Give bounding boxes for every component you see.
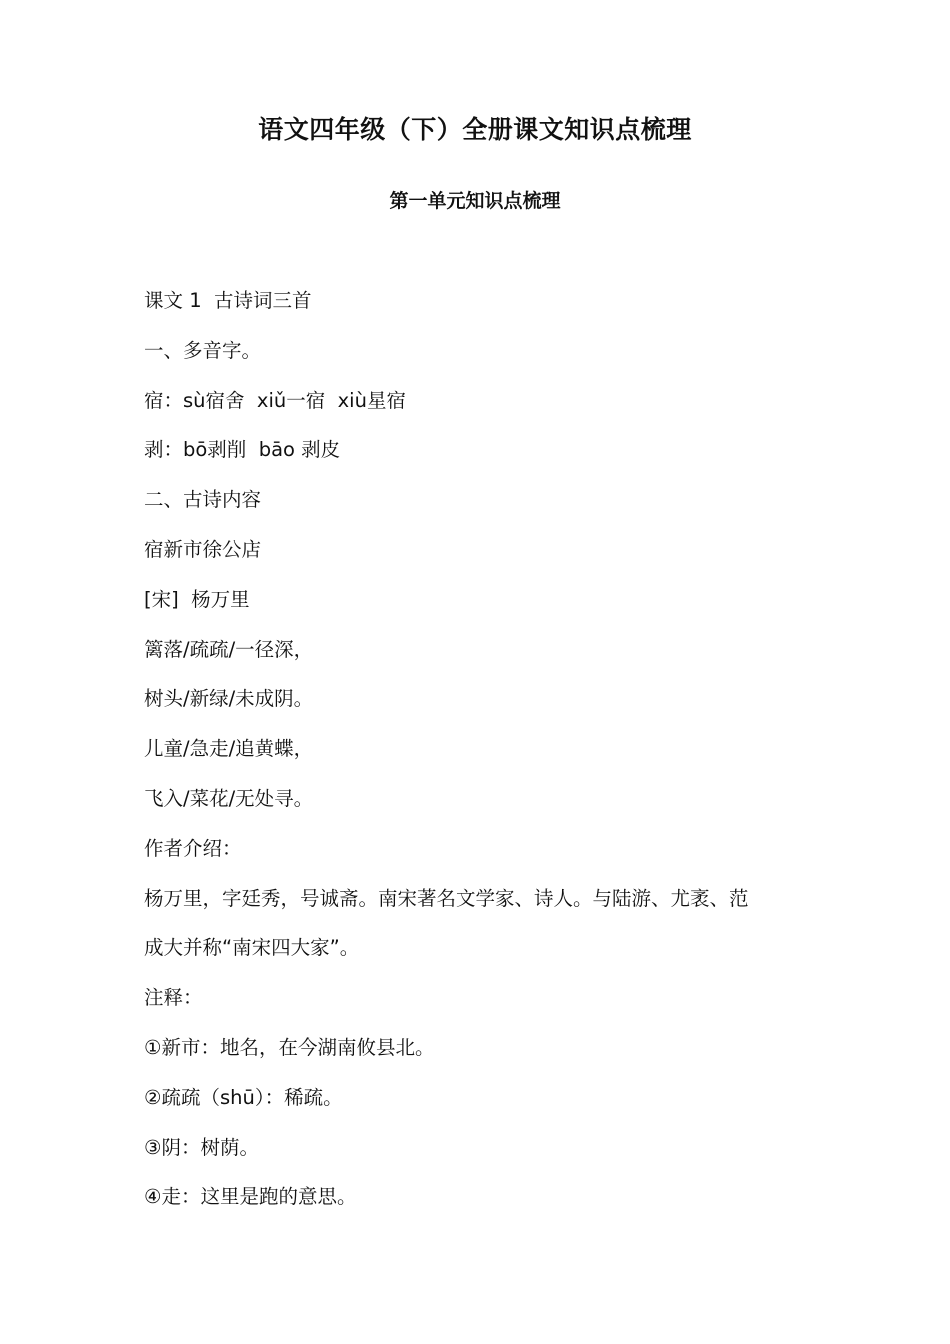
poem-verse: 儿童/急走/追黄蝶， <box>144 737 314 761</box>
poem-verse: 树头/新绿/未成阴。 <box>144 687 314 711</box>
note-item: ②疏疏（shū）：稀疏。 <box>144 1085 343 1109</box>
author-intro-text: 杨万里，字廷秀，号诚斋。南宋著名文学家、诗人。与陆游、尤袤、范 <box>144 886 749 910</box>
polyphone-entry: 剥：bō剥削 bāo 剥皮 <box>144 438 341 462</box>
notes-heading: 注释： <box>144 986 203 1010</box>
author-intro-text: 成大并称“南宋四大家”。 <box>144 936 360 960</box>
author-intro-heading: 作者介绍： <box>144 836 242 860</box>
poem-verse: 飞入/菜花/无处寻。 <box>144 786 314 810</box>
lesson-heading: 课文 1 古诗词三首 <box>144 289 312 312</box>
section-heading-poem: 二、古诗内容 <box>144 488 262 512</box>
poem-title: 宿新市徐公店 <box>144 537 262 561</box>
poem-verse: 篱落/疏疏/一径深， <box>144 637 314 661</box>
poem-author: [宋] 杨万里 <box>144 587 250 611</box>
note-item: ③阴：树荫。 <box>144 1135 259 1159</box>
document-title: 语文四年级（下）全册课文知识点梳理 <box>258 115 692 144</box>
document-body <box>144 285 824 1231</box>
note-item: ①新市：地名，在今湖南攸县北。 <box>144 1035 435 1059</box>
section-heading-polyphones: 一、多音字。 <box>144 338 262 362</box>
note-item: ④走：这里是跑的意思。 <box>144 1185 357 1209</box>
unit-heading: 第一单元知识点梳理 <box>389 190 561 212</box>
polyphone-entry: 宿：sù宿舍 xiǔ一宿 xiù星宿 <box>144 388 406 412</box>
